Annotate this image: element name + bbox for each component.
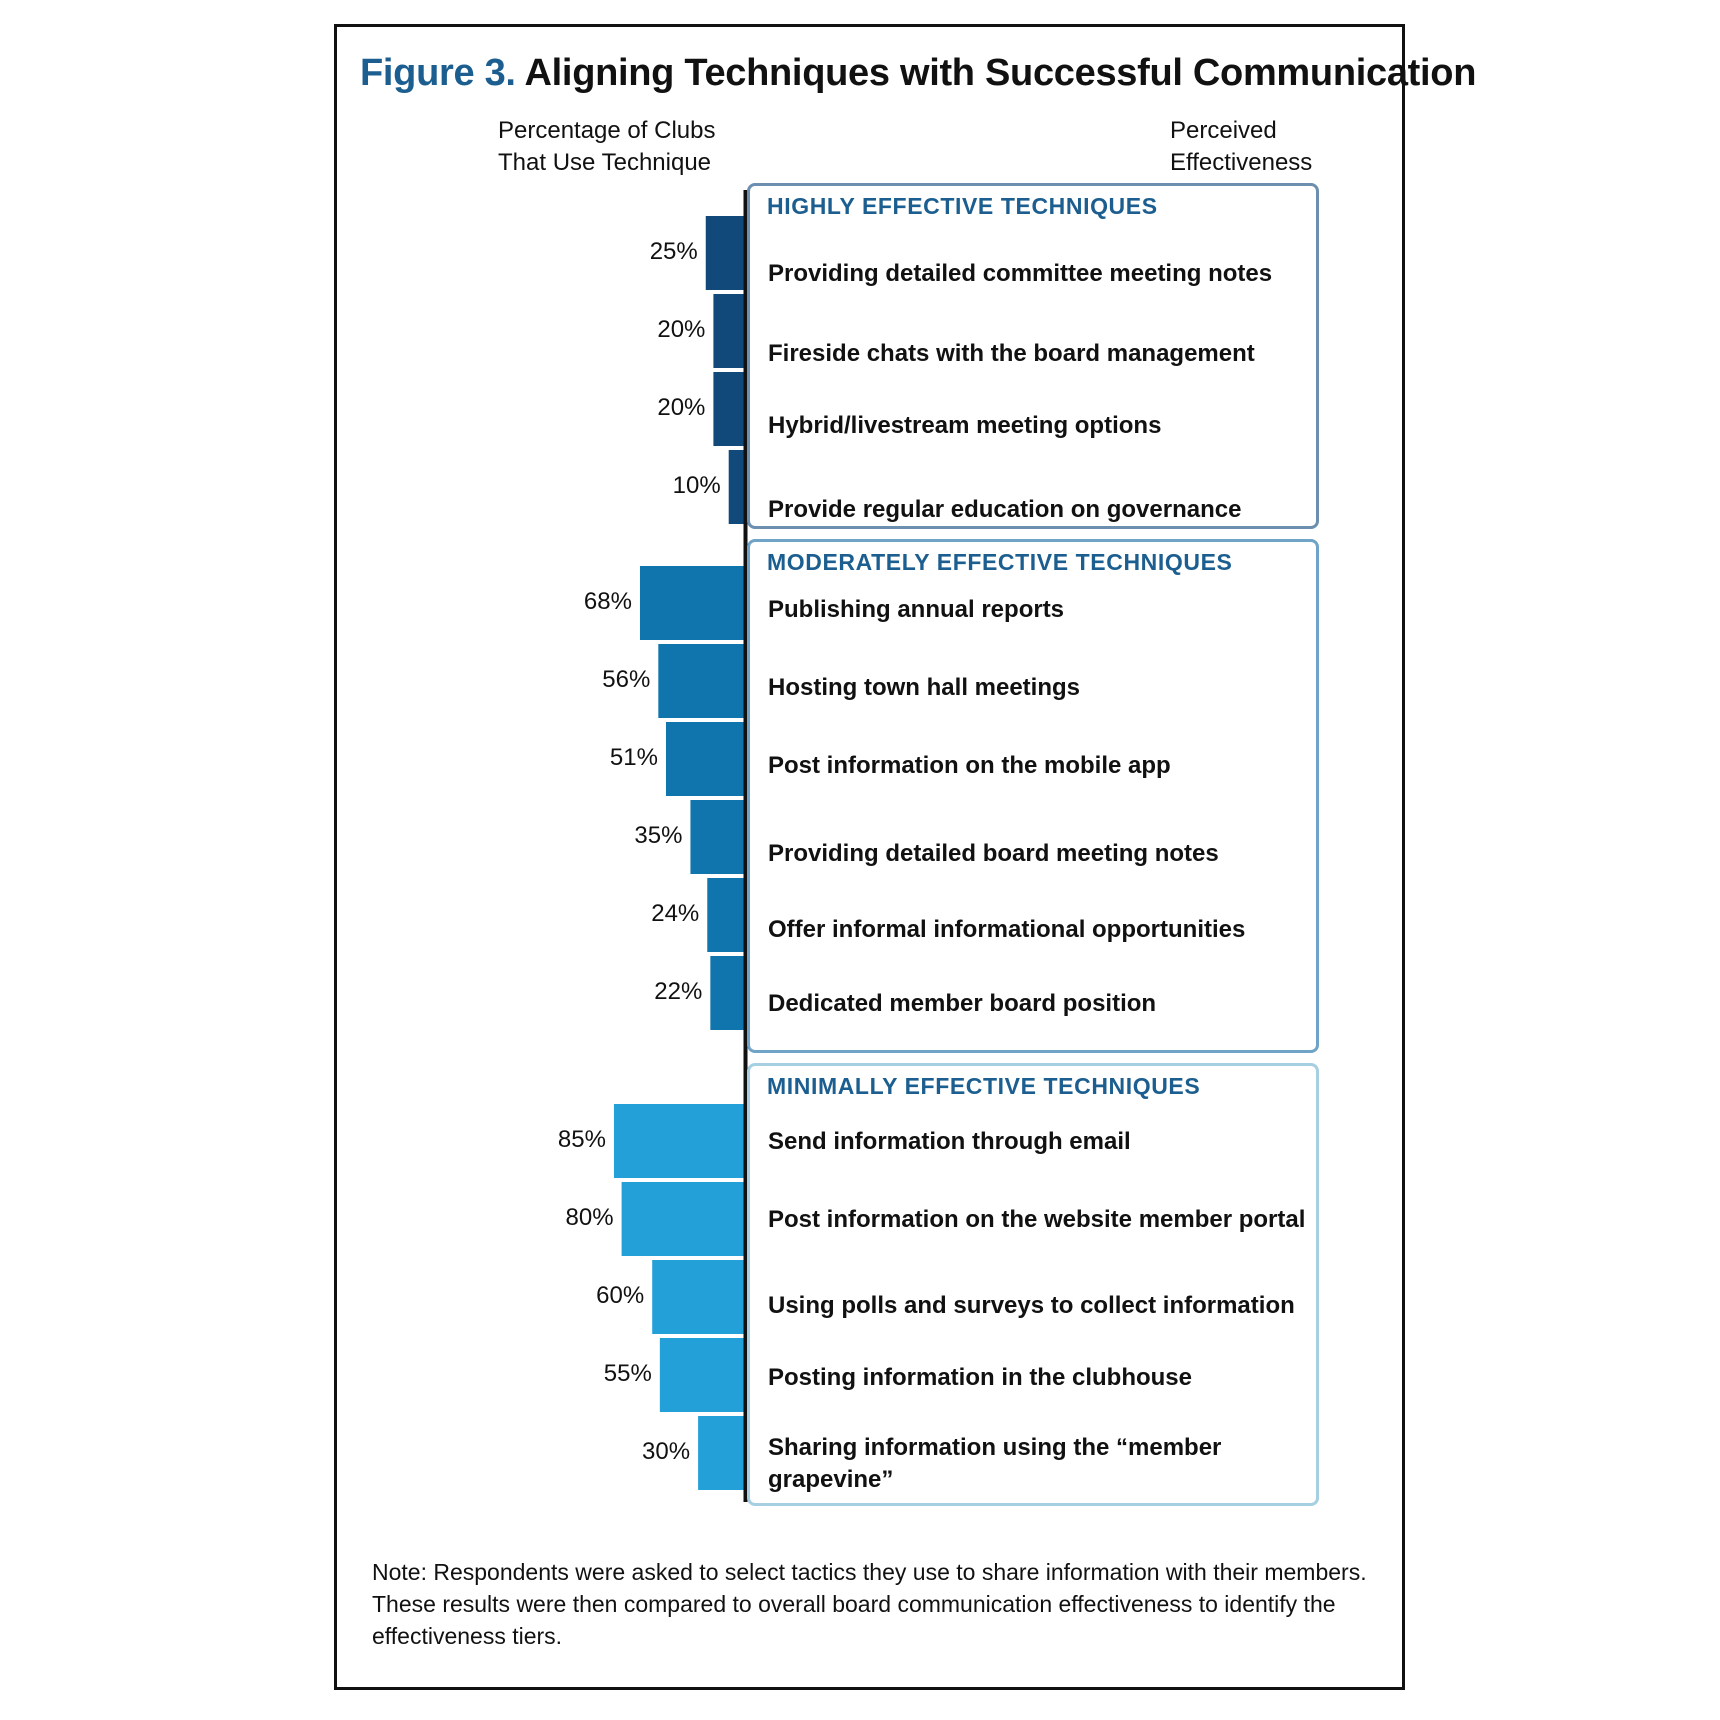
value-label-offer-informal-informational-opportunities: 24% — [651, 900, 700, 927]
category-label-offer-informal-informational-opportunities: Offer informal informational opportunities — [768, 916, 1246, 943]
category-label-providing-detailed-committee-meeting-notes: Providing detailed committee meeting notes — [768, 260, 1273, 287]
value-label-publishing-annual-reports: 68% — [583, 588, 632, 615]
bar-provide-regular-education-on-governance — [729, 450, 744, 524]
value-label-post-information-on-the-website-member-portal: 80% — [565, 1204, 614, 1231]
value-label-fireside-chats-with-the-board-management: 20% — [657, 316, 706, 343]
value-label-send-information-through-email: 85% — [557, 1126, 606, 1153]
figure-title-text: Aligning Techniques with Successful Communication — [524, 52, 1477, 94]
tier-title-highly-effective-techniques: HIGHLY EFFECTIVE TECHNIQUES — [767, 193, 1158, 219]
category-label-post-information-on-the-website-member-portal: Post information on the website member portal — [768, 1206, 1306, 1233]
figure-note: Note: Respondents were asked to select tactics they use to share information with their members. These results were then compared to overall board communication effectiveness to identify the effectiveness tiers. — [372, 1559, 1367, 1649]
value-label-providing-detailed-board-meeting-notes: 35% — [634, 822, 683, 849]
tier-title-moderately-effective-techniques: MODERATELY EFFECTIVE TECHNIQUES — [767, 549, 1233, 575]
value-label-hosting-town-hall-meetings: 56% — [602, 666, 651, 693]
category-label-using-polls-and-surveys-to-collect-information: Using polls and surveys to collect information — [768, 1292, 1295, 1319]
value-label-dedicated-member-board-position: 22% — [654, 978, 703, 1005]
category-label-posting-information-in-the-clubhouse: Posting information in the clubhouse — [768, 1364, 1192, 1391]
category-label-hosting-town-hall-meetings: Hosting town hall meetings — [768, 674, 1081, 701]
value-label-providing-detailed-committee-meeting-notes: 25% — [649, 238, 698, 265]
bar-post-information-on-the-website-member-portal — [622, 1182, 744, 1256]
y-axis-label-line1: Perceived — [1170, 117, 1277, 144]
value-label-hybrid-livestream-meeting-options: 20% — [657, 394, 706, 421]
value-label-post-information-on-the-mobile-app: 51% — [609, 744, 658, 771]
bar-dedicated-member-board-position — [710, 956, 744, 1030]
category-label-hybrid-livestream-meeting-options: Hybrid/livestream meeting options — [768, 412, 1162, 439]
x-axis-label-line1: Percentage of Clubs — [498, 117, 716, 144]
tier-title-minimally-effective-techniques: MINIMALLY EFFECTIVE TECHNIQUES — [767, 1073, 1201, 1099]
bar-posting-information-in-the-clubhouse — [660, 1338, 744, 1412]
bar-providing-detailed-board-meeting-notes — [690, 800, 744, 874]
category-label-sharing-information-using-the-member-grapevine: Sharing information using the “member grapevine” — [768, 1434, 1222, 1493]
x-axis-label-line2: That Use Technique — [498, 149, 712, 176]
category-label-provide-regular-education-on-governance: Provide regular education on governance — [768, 496, 1242, 523]
value-label-using-polls-and-surveys-to-collect-information: 60% — [596, 1282, 645, 1309]
bar-using-polls-and-surveys-to-collect-information — [652, 1260, 744, 1334]
value-label-sharing-information-using-the-member-grapevine: 30% — [642, 1438, 691, 1465]
category-label-fireside-chats-with-the-board-management: Fireside chats with the board management — [768, 340, 1255, 367]
y-axis-label-line2: Effectiveness — [1170, 149, 1313, 176]
bar-hybrid-livestream-meeting-options — [713, 372, 744, 446]
category-label-post-information-on-the-mobile-app: Post information on the mobile app — [768, 752, 1171, 779]
value-label-provide-regular-education-on-governance: 10% — [672, 472, 721, 499]
bar-fireside-chats-with-the-board-management — [713, 294, 744, 368]
category-label-publishing-annual-reports: Publishing annual reports — [768, 596, 1065, 623]
category-label-providing-detailed-board-meeting-notes: Providing detailed board meeting notes — [768, 840, 1219, 867]
bar-send-information-through-email — [614, 1104, 744, 1178]
figure-label: Figure 3. — [360, 52, 516, 94]
bar-offer-informal-informational-opportunities — [707, 878, 744, 952]
bar-publishing-annual-reports — [640, 566, 744, 640]
bar-hosting-town-hall-meetings — [658, 644, 744, 718]
value-label-posting-information-in-the-clubhouse: 55% — [603, 1360, 652, 1387]
bar-post-information-on-the-mobile-app — [666, 722, 744, 796]
category-label-dedicated-member-board-position: Dedicated member board position — [768, 990, 1157, 1017]
bar-providing-detailed-committee-meeting-notes — [706, 216, 744, 290]
bar-sharing-information-using-the-member-grapevine — [698, 1416, 744, 1490]
category-label-send-information-through-email: Send information through email — [768, 1128, 1131, 1155]
